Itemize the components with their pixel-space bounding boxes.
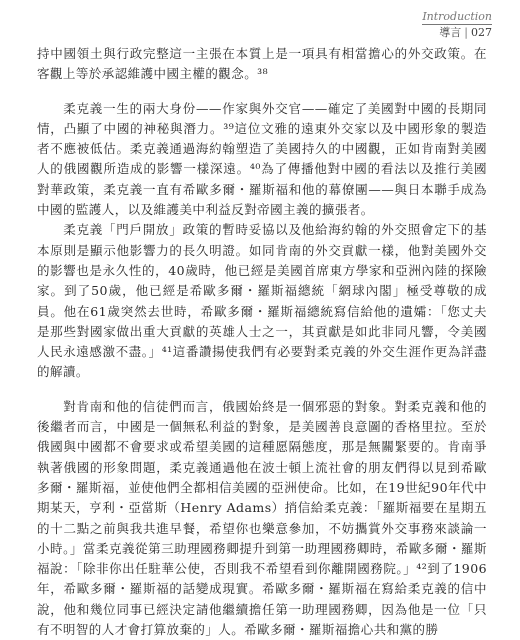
paragraph: 持中國領土與行政完整這一主張在本質上是一項具有相當擔心的外交政策。在客觀上等於承認維護中國主權的觀念。³⁸ — [37, 46, 487, 82]
paragraph: 柔克義「門戶開放」政策的暫時妥協以及他給海約翰的外交照會定下的基本原則是顯示他影響力的長久明證。如同肯南的外交貢獻一樣，他對美國外交的影響也是永久性的，40歲時，他已經是美國首席東方學家和亞洲內陸的探險家。到了50歲，他已經是希歐多爾・羅斯福總統「網球內閣」極受尊敬的成員。他在61歲突然去世時，希歐多爾・羅斯福總統寫信給他的遺孀：「您丈夫是那些對國家做出重大貢獻的英雄人士之一，其貢獻是如此非同凡響，令美國人民永遠感激不盡。」⁴¹這番讚揚使我們有必要對柔克義的外交生涯作更為詳盡的解讀。 — [37, 222, 487, 380]
body-text — [37, 44, 487, 640]
chapter-title-cn: 導言 — [439, 26, 462, 39]
running-header — [422, 10, 492, 40]
header-separator: | — [464, 26, 468, 39]
chapter-title-line — [422, 24, 492, 40]
paragraph: 對肯南和他的信徒們而言，俄國始終是一個邪惡的對象。對柔克義和他的後繼者而言，中國是一個無私利益的對象，是美國善良意圖的香格里拉。至於俄國與中國都不會要求或希望美國的這種愿隔態度，那是無關緊要的。肯南爭執著俄國的形象問題，柔克義通過他在波士頓上流社會的朋友們得以見到希歐多爾・羅斯福，並使他們全都相信美國的亞洲使命。比如，在19世紀90年代中期某天，亨利・亞當斯（Henry Adams）捎信給柔克義：「羅斯福要在星期五的十二點之前與我共進早餐，希望你也樂意參加，不妨攜賞外交事務來談論一小時。」當柔克義從第三助理國務卿提升到第一助理國務卿時，希歐多爾・羅斯福說：「除非你出任駐華公使，否則我不希望看到你離開國務院。」⁴²到了1906年，希歐多爾・羅斯福的話變成現實。希歐多爾・羅斯福在寫給柔克義的信中說，他和幾位同事已經決定請他繼續擔任第一助理國務卿，因為他是一位「只有不明智的人才會打算放棄的」人。希歐多爾・羅斯福擔心共和黨的勝 — [37, 398, 487, 638]
page-number: 027 — [471, 26, 492, 39]
chapter-title-en: Introduction — [422, 10, 492, 23]
paragraph: 柔克義一生的兩大身份——作家與外交官——確定了美國對中國的長期同情，凸顯了中國的神秘與潛力。³⁹這位文雅的遠東外交家以及中國形象的製造者不應被低估。柔克義通過海約翰塑造了美國持久的中國觀，正如肯南對美國人的俄國觀所造成的影響一樣深遠。⁴⁰為了傳播他對中國的看法以及推行美國對華政策，柔克義一直有希歐多爾・羅斯福和他的幕僚團——與日本聯手成為中國的監護人，以及維護美中利益反對帝國主義的擴張者。 — [37, 100, 487, 218]
